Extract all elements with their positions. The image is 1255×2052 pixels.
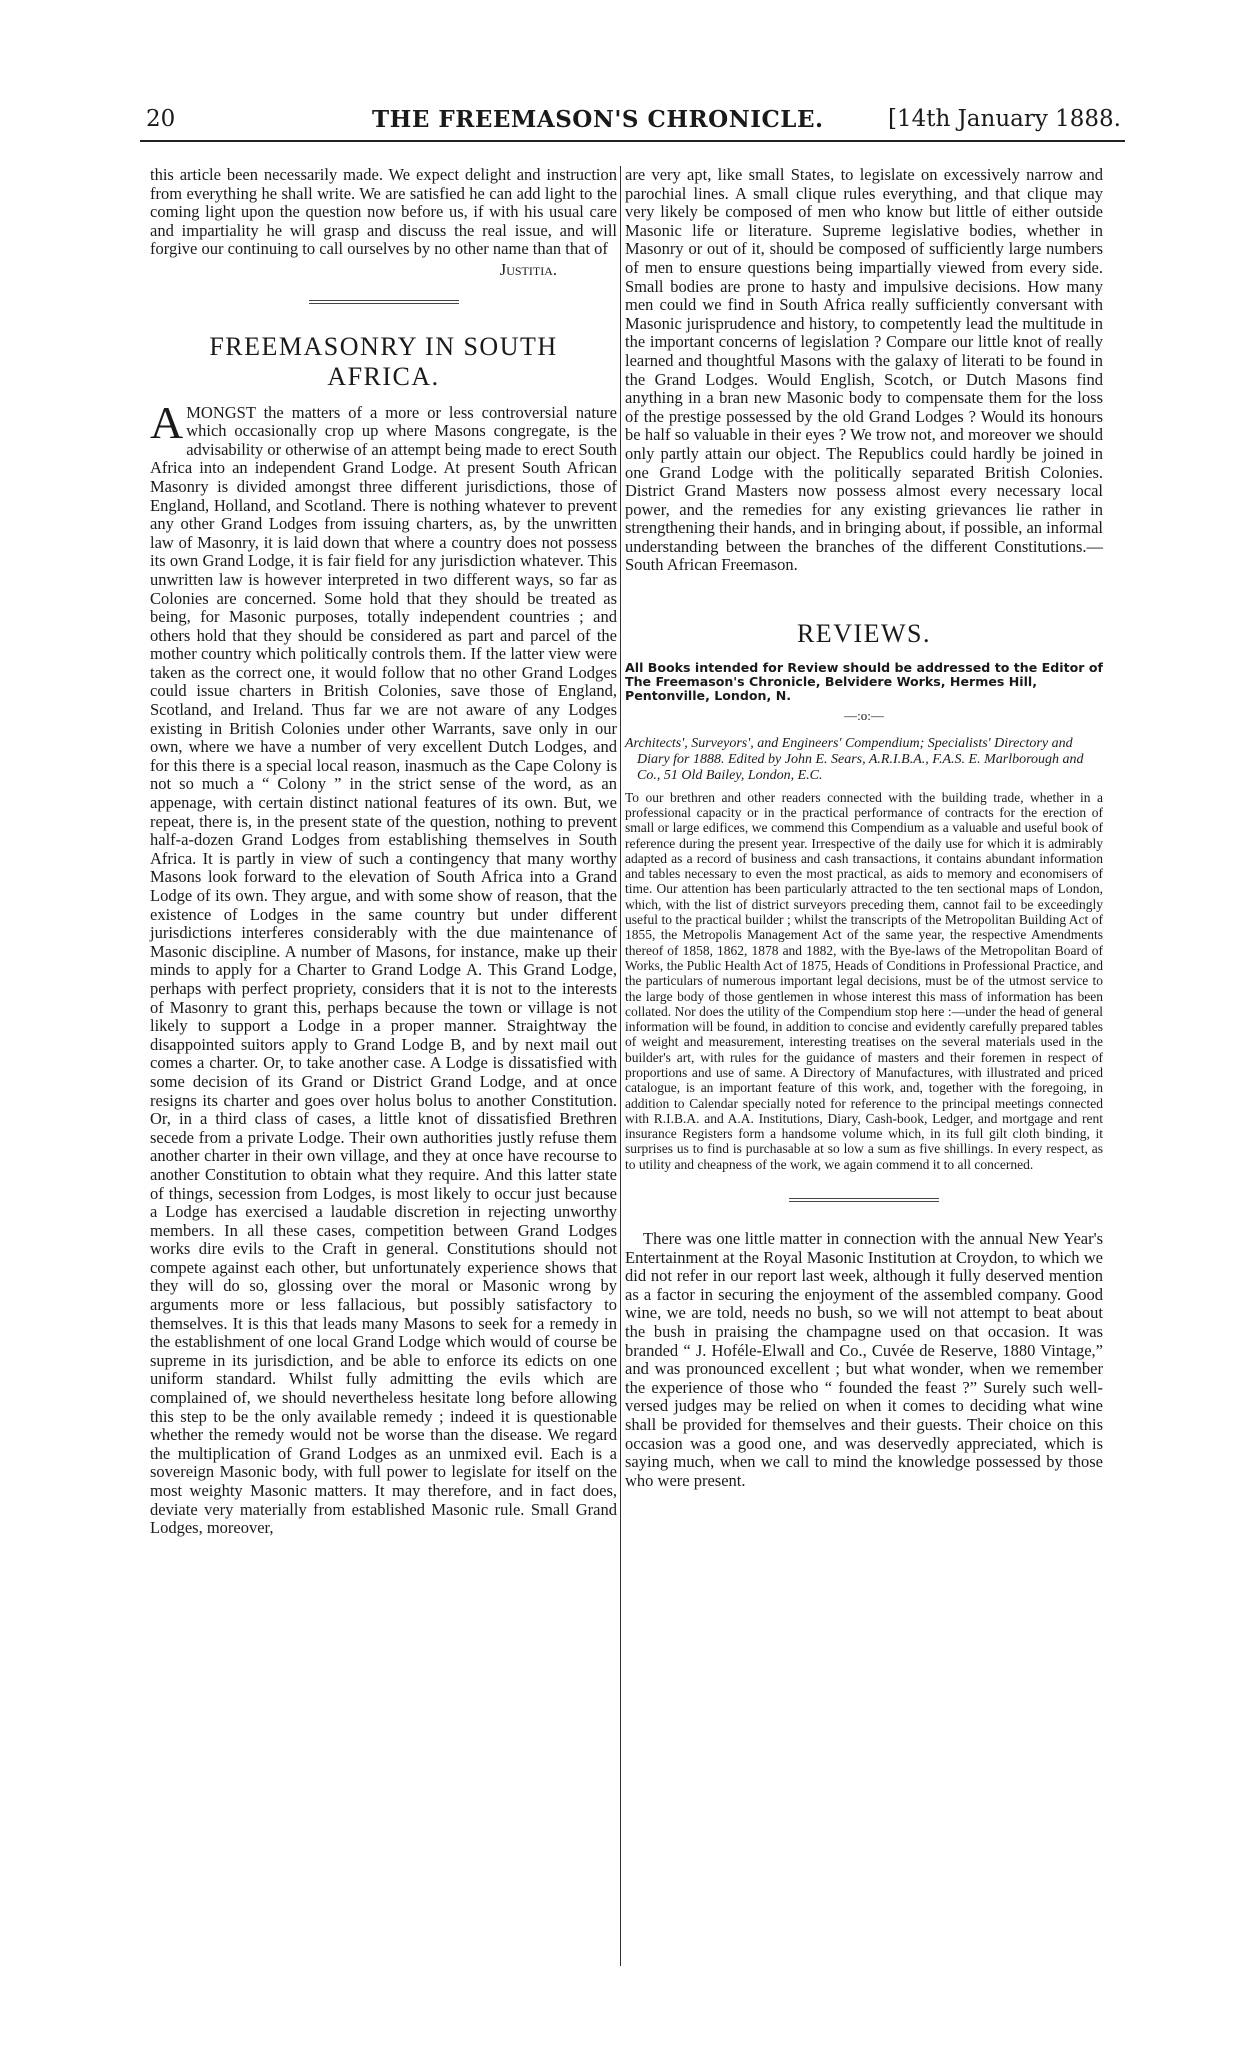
continued-text: this article been necessarily made. We expect delight and instruction from everything he shall write. We are satisfied he can add light to the coming light upon the question now before us, if with his usual care and impartiality he will grasp and discuss the real issue, and will forgive our continuing to call ourselves by no other name than that of <box>150 165 617 259</box>
column-rule <box>620 166 621 1966</box>
article-continuation: are very apt, like small States, to legislate on excessively narrow and parochial lines. A small clique rules everything, and that clique may very likely be composed of men who know but little of either outside Masonic life or literature. Supreme legislative bodies, whether in Masonry or out of it, should be composed of sufficiently large numbers of men to ensure questions being impartially viewed from every side. Small bodies are prone to hasty and impulsive decisions. How many men could we find in South Africa really sufficiently conversant with Masonic jurisprudence and history, to competently lead the multitude in the important concerns of legislation ? Compare our little knot of really learned and thoughtful Masons with the galaxy of literati to be found in the Grand Lodges. Would English, Scotch, or Dutch Masons find anything in a bran new Masonic body to compensate them for the loss of the prestige possessed by the old Grand Lodges ? Would its honours be half so valuable in their eyes ? We trow not, and moreover we should only partly attain our object. The Republics could hardly be joined in one Grand Lodge with the politically separated British Colonies. District Grand Masters now possess almost every necessary local power, and the remedies for any existing grievances lie rather in strengthening their hands, and in bringing about, if possible, an informal understanding between the branches of the different Constitutions.—South African Freemason. <box>625 165 1103 575</box>
page-number: 20 <box>146 106 176 132</box>
book-entry <box>625 736 1103 784</box>
issue-date: [14th January 1888. <box>887 106 1121 132</box>
left-column <box>150 166 617 1538</box>
right-column <box>625 166 1103 1490</box>
review-body: To our brethren and other readers connected with the building trade, whether in a professional capacity or in the practical performance of contracts for the erection of small or large edifices, we commend this Compendium as a valuable and useful book of reference during the present year. Irrespective of the daily use for which it is admirably adapted as a record of business and cash transactions, it contains abundant information and tables necessary to even the most practical, as aids to memory and economisers of time. Our attention has been particularly attracted to the ten sectional maps of London, which, with the list of district surveyors preceding them, cannot fail to be exceedingly useful to the practical builder ; whilst the transcripts of the Metropolitan Building Act of 1855, the Metropolis Management Act of the same year, the respective Amendments thereof of 1858, 1862, 1878 and 1882, with the Bye-laws of the Metropolitan Board of Works, the Public Health Act of 1875, Heads of Conditions in Professional Practice, and the particulars of numerous important legal decisions, must be of the utmost service to the large body of those gentlemen in whose interest this mass of information has been collated. Nor does the utility of the Compendium stop here :—under the head of general information will be found, in addition to concise and evidently carefully prepared tables of weight and measurement, interesting treatises on the several materials used in the builder's art, with rules for the guidance of masters and their foremen in respect of proportions and use of same. A Directory of Manufactures, with illustrated and priced catalogue, is an important feature of this work, and, together with the foregoing, in addition to Calendar specially noted for reference to the principal meetings connected with R.I.B.A. and A.A. Institutions, Diary, Cash-book, Ledger, and mortgage and rent insurance Registers form a handsome volume which, in its full gilt cloth binding, it surprises us to find is purchasable at so low a sum as five shillings. In every respect, as to utility and cheapness of the work, we again commend it to all concerned. <box>625 789 1103 1172</box>
book-entry-text: Architects', Surveyors', and Engineers' Compendium; Specialists' Directory and Diary for 1888. Edited by John E. Sears, A.R.I.B.A., F.A.S. E. Marlborough and Co., 51 Old Bailey, London, E.C. <box>625 735 1084 783</box>
section-divider <box>309 300 459 304</box>
article-body: AMONGST the matters of a more or less controversial nature which occasionally crop up where Masons congregate, is the advisability or otherwise of an attempt being made to erect South Africa into an independent Grand Lodge. At present South African Masonry is divided amongst three different jurisdictions, those of England, Holland, and Scotland. There is nothing whatever to prevent any other Grand Lodges from issuing charters, as, by the unwritten law of Masonry, it is laid down that where a country does not possess its own Grand Lodge, it is fair field for any jurisdiction whatever. This unwritten law is however interpreted in two different ways, so far as Colonies are concerned. Some hold that they should be treated as being, for Masonic purposes, totally independent countries ; and others hold that they should be considered as part and parcel of the mother country which politically controls them. If the latter view were taken as the correct one, it would follow that no other Grand Lodges could issue charters in British Colonies, save those of England, Scotland, and Ireland. Thus far we are not aware of any Lodges existing in British Colonies under other Warrants, save only in our own, where we have a number of very excellent Dutch Lodges, and for this there is a special local reason, inasmuch as the Cape Colony is not so much a “ Colony ” in the strict sense of the word, as an appenage, with certain distinct national features of its own. But, we repeat, there is, in the present state of the question, nothing to prevent half-a-dozen Grand Lodges from establishing themselves in South Africa. It is partly in view of such a contingency that many worthy Masons look forward to the elevation of South Africa into a Grand Lodge of its own. They argue, and with some show of reason, that the existence of Lodges in the same country but under different jurisdictions interferes considerably with the due maintenance of Masonic discipline. A number of Masons, for instance, make up their minds to apply for a Charter to Grand Lodge A. This Grand Lodge, perhaps with perfect propriety, considers that it is not to the interests of Masonry to grant this, perhaps because the town or village is not likely to support a Lodge in a proper manner. Straightway the disappointed suitors apply to Grand Lodge B, and by next mail out comes a charter. Or, to take another case. A Lodge is dissatisfied with some decision of its Grand or District Grand Lodge, and at once resigns its charter and goes over holus bolus to another Constitution. Or, in a third class of cases, a little knot of dissatisfied Brethren secede from a private Lodge. Their own authorities justly refuse them another charter in their own village, and they at once have recourse to another Constitution to obtain what they require. And this latter state of things, secession from Lodges, is most likely to occur just because a Lodge has exercised a laudable discretion in rejecting unworthy members. In all these cases, competition between Grand Lodges works dire evils to the Craft in general. Constitutions should not compete against each other, but unfortunately experience shows that they will do so, glossing over the moral or Masonic wrong by arguments more or less fallacious, but possibly satisfactory to themselves. It is this that leads many Masons to seek for a remedy in the establishment of one local Grand Lodge which would of course be supreme in its jurisdiction, and be able to enforce its edicts on one uniform standard. Whilst fully admitting the evils which are complained of, we should nevertheless hesitate long before allowing this step to be the only available remedy ; indeed it is questionable whether the remedy would not be worse than the disease. We regard the multiplication of Grand Lodges as an unmixed evil. Each is a sovereign Masonic body, with full power to legislate for itself on the most weighty Masonic matters. It may therefore, and in fact does, deviate very materially from established Masonic rule. Small Grand Lodges, moreover, <box>150 396 617 1538</box>
publication-title: THE FREEMASON'S CHRONICLE. <box>372 106 824 133</box>
article-title: FREEMASONRY IN SOUTH AFRICA. <box>209 331 558 391</box>
masthead <box>140 106 1125 142</box>
reviews-heading: REVIEWS. <box>796 619 932 649</box>
section-divider <box>789 1198 939 1202</box>
closing-paragraph: There was one little matter in connection with the annual New Year's Entertainment at the Royal Masonic Institution at Croydon, to which we did not refer in our report last week, although it fully deserved mention as a factor in securing the enjoyment of the assembled company. Good wine, we are told, needs no bush, so we will not attempt to beat about the bush in praising the champagne used on that occasion. It was branded “ J. Hoféle-Elwall and Co., Cuvée de Reserve, 1880 Vintage,” and was pronounced excellent ; but what wonder, when we remember the experience of those who “ founded the feast ?” Surely such well-versed judges may be relied on when it comes to deciding what wine shall be provided for themselves and their guests. Their choice on this occasion was a good one, and was deservedly appreciated, which is saying much, when we call to mind the knowledge possessed by those who were present. <box>625 1229 1103 1490</box>
reviews-notice: All Books intended for Review should be addressed to the Editor of The Freemason's Chronicle, Belvidere Works, Hermes Hill, Pentonville, London, N. <box>625 660 1103 704</box>
ornament-mark: —:o:— <box>844 708 884 724</box>
signature: Justitia. <box>499 259 557 279</box>
